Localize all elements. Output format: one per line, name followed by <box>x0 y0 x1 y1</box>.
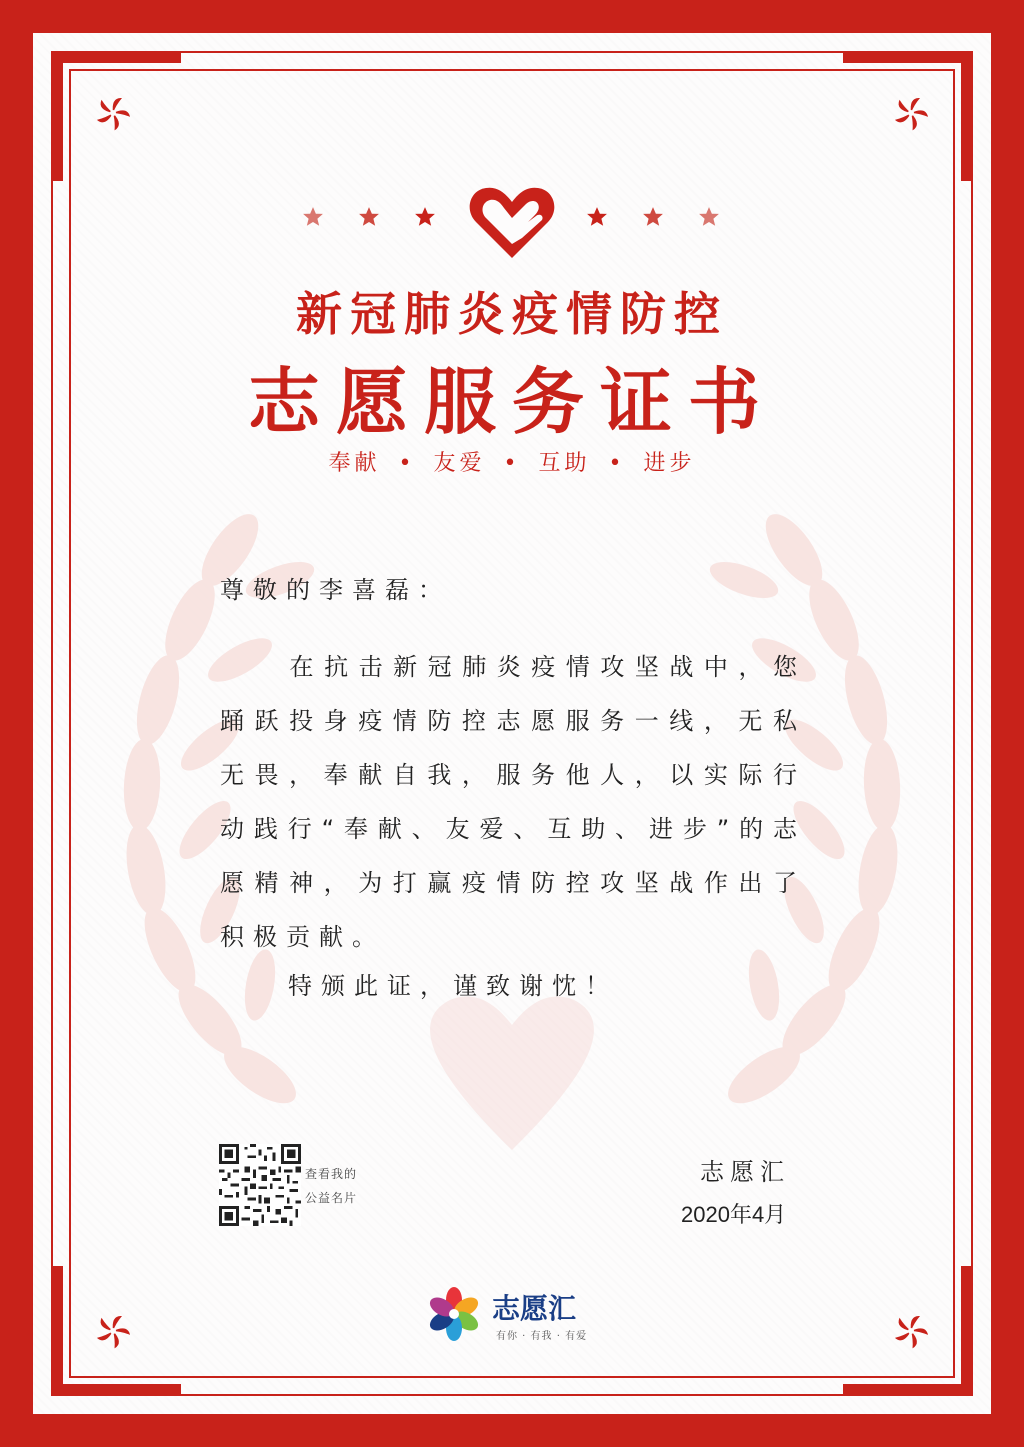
flower-brand-logo <box>424 1286 484 1342</box>
letter-body <box>220 640 806 964</box>
heart-hand-logo <box>466 182 558 262</box>
pinwheel-corner-icon <box>891 93 931 133</box>
corner-bar-top-right-h <box>843 51 973 63</box>
motto-item: 进步 <box>643 451 696 476</box>
star-icon <box>586 206 608 228</box>
letter-paragraph: 在抗击新冠肺炎疫情攻坚战中，您踊跃投身疫情防控志愿服务一线，无私无畏，奉献自我，服务他人，以实际行动践行“奉献、友爱、互助、进步”的志愿精神，为打赢疫情防控攻坚战作出了积极贡献。 <box>220 653 806 951</box>
motto-item: 互助 <box>538 451 591 476</box>
pinwheel-corner-icon <box>93 93 133 133</box>
pinwheel-corner-icon <box>93 1311 133 1351</box>
brand-name: 志愿汇 <box>492 1292 577 1325</box>
qr-code[interactable] <box>219 1144 301 1226</box>
corner-bar-bottom-left-h <box>51 1384 181 1396</box>
corner-bar-top-right-v <box>961 51 973 181</box>
signature-date: 2020年4月 <box>681 1202 787 1227</box>
certificate-title: 志愿服务证书 <box>247 359 776 444</box>
star-icon <box>414 206 436 228</box>
motto-item: 奉献 <box>328 451 381 476</box>
motto <box>0 446 1024 477</box>
corner-bar-top-left-v <box>51 51 63 181</box>
brand-slogan: 有你 · 有我 · 有爱 <box>496 1331 588 1342</box>
star-icon <box>302 206 324 228</box>
certificate-subtitle: 新冠肺炎疫情防控 <box>296 287 728 341</box>
corner-bar-bottom-left-v <box>51 1266 63 1396</box>
qr-caption-line1: 查看我的 <box>305 1167 358 1181</box>
star-icon <box>642 206 664 228</box>
motto-separator: • <box>503 451 521 476</box>
star-icon <box>698 206 720 228</box>
star-icon <box>358 206 380 228</box>
motto-separator: • <box>608 451 626 476</box>
corner-bar-bottom-right-v <box>961 1266 973 1396</box>
motto-separator: • <box>398 451 416 476</box>
qr-caption <box>305 1162 357 1210</box>
corner-bar-bottom-right-h <box>843 1384 973 1396</box>
pinwheel-corner-icon <box>891 1311 931 1351</box>
corner-bar-top-left-h <box>51 51 181 63</box>
motto-item: 友爱 <box>433 451 486 476</box>
letter-closing: 特颁此证，谨致谢忱！ <box>288 972 618 1000</box>
signature-organization: 志愿汇 <box>700 1158 790 1186</box>
qr-caption-line2: 公益名片 <box>305 1191 358 1205</box>
salutation: 尊敬的李喜磊： <box>220 576 451 604</box>
